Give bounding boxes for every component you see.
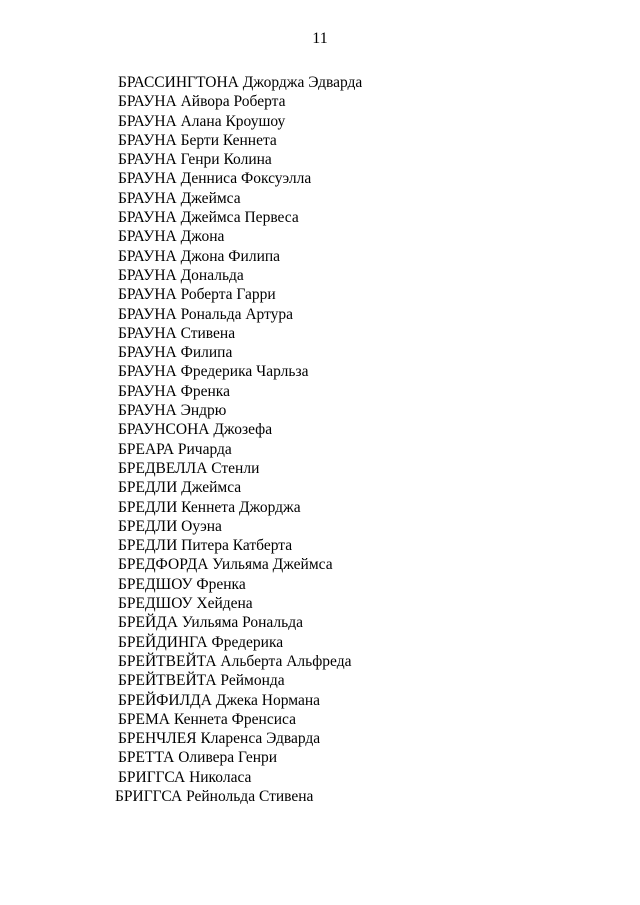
list-item: БРЕАРА Ричарда (118, 440, 232, 458)
list-item: БРАУНА Алана Кроушоу (118, 112, 286, 130)
list-item: БРАУНА Генри Колина (118, 151, 272, 169)
list-item: БРАУНА Фредерика Чарльза (118, 363, 309, 381)
list-item: БРАУНА Роберта Гарри (118, 286, 276, 304)
list-item: БРАУНА Денниса Фоксуэлла (118, 170, 312, 188)
list-item: БРАУНА Джеймса (118, 189, 241, 207)
page-number: 11 (312, 30, 328, 47)
list-item: БРАУНА Айвора Роберта (118, 93, 286, 111)
list-item: БРЕЙФИЛДА Джека Нормана (118, 691, 320, 709)
list-item: БРИГГСА Николаса (118, 768, 252, 786)
list-item: БРЕЙДА Уильяма Рональда (118, 614, 303, 632)
list-item: БРЕДШОУ Хейдена (118, 595, 253, 613)
list-item: БРЕЙТВЕЙТА Альберта Альфреда (118, 652, 352, 670)
list-item: БРАУНА Эндрю (118, 402, 227, 420)
list-item: БРАУНА Берти Кеннета (118, 131, 277, 149)
list-item: БРЕДЛИ Оуэна (118, 517, 222, 535)
list-item: БРАУНА Джона Филипа (118, 247, 281, 265)
list-item: БРАУНА Рональда Артура (118, 305, 294, 323)
list-item: БРАУНА Френка (118, 382, 230, 400)
list-item: БРЕДЛИ Кеннета Джорджа (118, 498, 301, 516)
list-item: БРАУНА Филипа (118, 344, 233, 362)
list-item: БРЕДШОУ Френка (118, 575, 246, 593)
list-item: БРАУНА Джеймса Первеса (118, 209, 299, 227)
list-item: БРАССИНГТОНА Джорджа Эдварда (118, 74, 363, 91)
list-item: БРЕТТА Оливера Генри (118, 749, 278, 767)
list-item: БРЕДЛИ Джеймса (118, 479, 242, 497)
list-item: БРЕДВЕЛЛА Стенли (118, 459, 260, 477)
list-item: БРЕДЛИ Питера Катберта (118, 537, 293, 555)
list-item: БРЕМА Кеннета Френсиса (118, 710, 296, 728)
list-item: БРЕЙДИНГА Фредерика (118, 633, 284, 651)
list-item: БРАУНА Джона (118, 228, 225, 246)
list-item: БРАУНА Стивена (118, 324, 236, 342)
list-item: БРАУНСОНА Джозефа (118, 421, 273, 439)
list-item: БРЕЙТВЕЙТА Реймонда (118, 672, 285, 690)
name-list (115, 73, 363, 806)
list-item: БРАУНА Дональда (118, 266, 244, 284)
list-item: БРЕНЧЛЕЯ Кларенса Эдварда (118, 730, 321, 748)
list-item: БРЕДФОРДА Уильяма Джеймса (118, 556, 333, 574)
list-item: БРИГГСА Рейнольда Стивена (115, 787, 314, 805)
